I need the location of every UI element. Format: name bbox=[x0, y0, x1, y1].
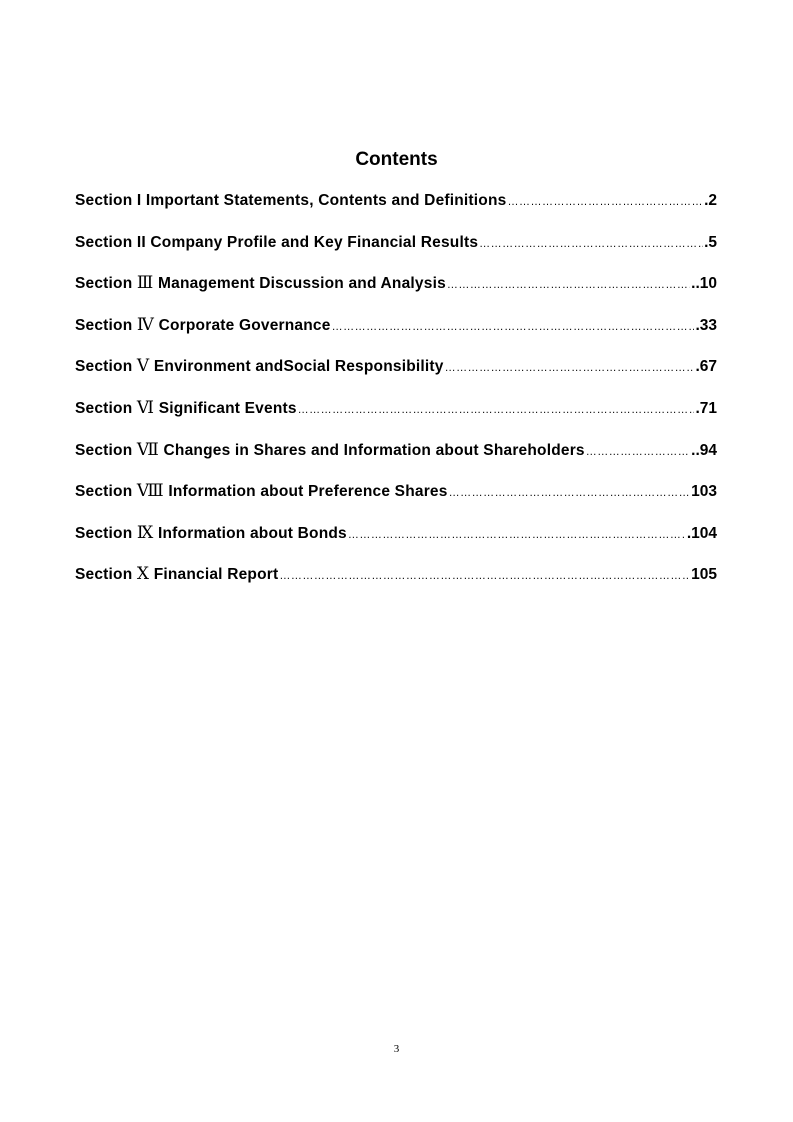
dot-leader bbox=[507, 190, 703, 214]
toc-entry-label: Section Ⅸ Information about Bonds bbox=[75, 522, 347, 542]
toc-entry-label: Section II Company Profile and Key Financial Results bbox=[75, 233, 479, 251]
table-of-contents bbox=[75, 188, 717, 604]
toc-page-number: .2 bbox=[704, 192, 717, 209]
toc-entry-section-8[interactable] bbox=[75, 479, 717, 521]
toc-entry-section-10[interactable] bbox=[75, 562, 717, 604]
toc-page-number: .71 bbox=[695, 399, 717, 417]
toc-page-number: .33 bbox=[695, 316, 717, 334]
toc-entry-section-4[interactable] bbox=[75, 313, 717, 355]
dot-leader bbox=[332, 315, 695, 339]
page-title: Contents bbox=[355, 149, 438, 170]
toc-page-number: .5 bbox=[704, 233, 717, 251]
toc-entry-label: Section Ⅹ Financial Report bbox=[75, 564, 279, 584]
toc-entry-label: Section Ⅴ Environment andSocial Responsibility bbox=[75, 356, 444, 376]
dot-leader bbox=[298, 398, 695, 422]
toc-entry-label: Section Ⅷ Information about Preference Shares bbox=[75, 481, 448, 501]
toc-entry-section-3[interactable] bbox=[75, 271, 717, 313]
toc-entry-section-1[interactable] bbox=[75, 188, 717, 230]
dot-leader bbox=[348, 523, 686, 547]
toc-entry-label: Section Ⅵ Significant Events bbox=[75, 397, 297, 417]
page-footer-number: 3 bbox=[393, 1043, 400, 1055]
dot-leader bbox=[445, 356, 695, 380]
toc-entry-section-7[interactable] bbox=[75, 438, 717, 480]
toc-page-number: 103 bbox=[691, 483, 717, 501]
toc-page-number: .104 bbox=[686, 524, 717, 542]
toc-entry-label: Section Ⅳ Corporate Governance bbox=[75, 314, 331, 334]
toc-entry-label: Section I Important Statements, Contents and Definitions bbox=[75, 192, 507, 209]
dot-leader bbox=[479, 232, 703, 256]
toc-entry-section-5[interactable] bbox=[75, 354, 717, 396]
toc-page-number: ..10 bbox=[691, 275, 717, 293]
toc-page-number: 105 bbox=[691, 566, 717, 584]
toc-entry-section-2[interactable] bbox=[75, 230, 717, 272]
dot-leader bbox=[586, 440, 690, 464]
toc-page-number: .67 bbox=[695, 358, 717, 376]
dot-leader bbox=[279, 564, 690, 588]
toc-page-number: ..94 bbox=[691, 441, 717, 459]
toc-entry-section-9[interactable] bbox=[75, 521, 717, 563]
toc-entry-label: Section Ⅶ Changes in Shares and Information about Shareholders bbox=[75, 439, 585, 459]
toc-entry-label: Section Ⅲ Management Discussion and Analysis bbox=[75, 273, 446, 293]
dot-leader bbox=[447, 273, 690, 297]
toc-entry-section-6[interactable] bbox=[75, 396, 717, 438]
dot-leader bbox=[449, 481, 691, 505]
